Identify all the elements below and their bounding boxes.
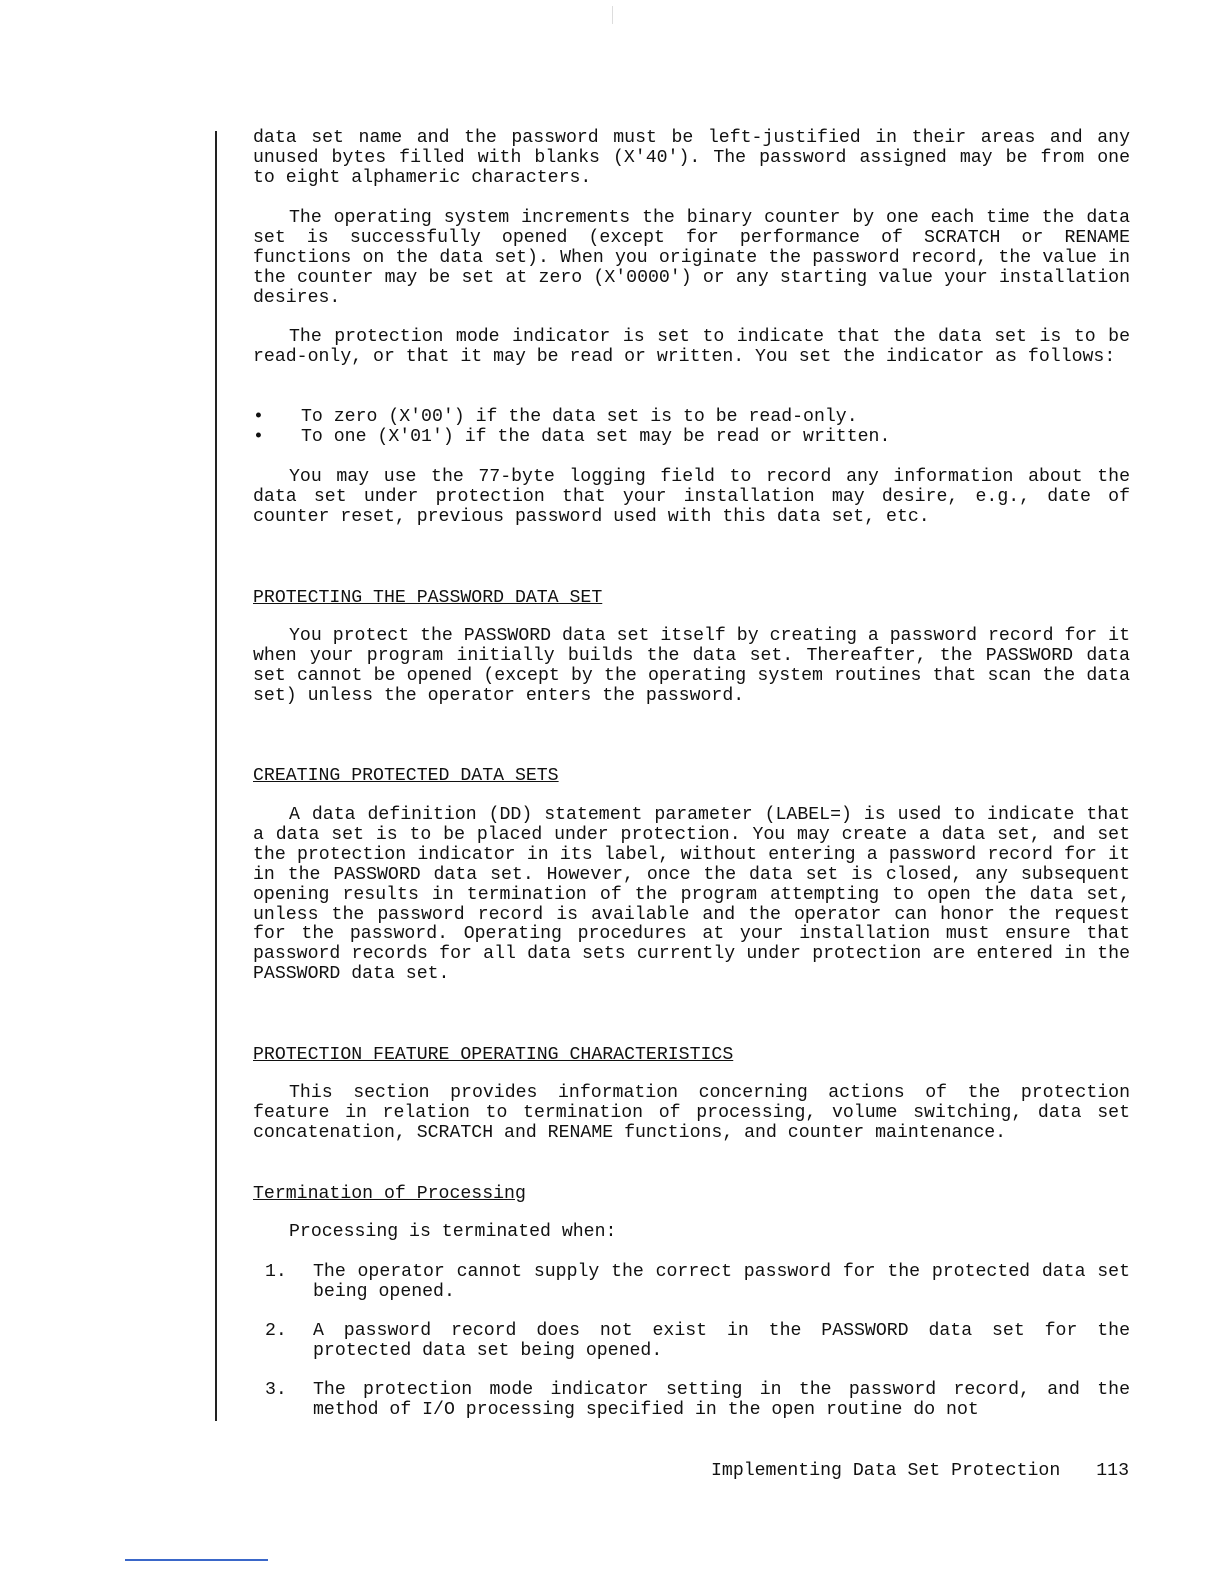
section-heading-4	[253, 1184, 1130, 1204]
paragraph-terminated-when: Processing is terminated when:	[289, 1222, 617, 1242]
paragraph-protection-mode: The protection mode indicator is set to indicate that the data set is to be read-only, or that it may be read or written. You set the indicator as follows:	[253, 327, 1141, 367]
revision-bar	[215, 131, 217, 1421]
text-block-2	[253, 208, 1141, 309]
text-block-8	[253, 1223, 1130, 1243]
numbered-item-2	[253, 1322, 1130, 1362]
bullet-item: • To one (X'01') if the data set may be read or written.	[253, 426, 891, 447]
list-item: 2. A password record does not exist in the PASSWORD data set for the protected data set being opened.	[265, 1321, 1130, 1361]
bullet-dot-icon: •	[253, 426, 264, 447]
text-block-1	[253, 128, 1141, 189]
section-heading-1	[253, 588, 1130, 608]
paragraph-logging-field: You may use the 77-byte logging field to record any information about the data set under protection that your installation may desire, e.g., date of counter reset, previous password used with this data set, etc.	[253, 467, 1141, 527]
paragraph-dd-statement: A data definition (DD) statement parameter (LABEL=) is used to indicate that a data set is to be placed under protection. You may create a data set, and set the protection indicator in its label, without entering a password record for it in the PASSWORD data set. However, once the data set is closed, any subsequent opening results in termination of the program attempting to open the data set, unless the password record is available and the operator can honor the request for the password. Operating procedures at your installation must ensure that password records for all data sets currently under protection are entered in the PASSWORD data set.	[253, 805, 1141, 985]
footer-title: Implementing Data Set Protection	[710, 1461, 1061, 1481]
paragraph-password-format: data set name and the password must be left-justified in their areas and any unused bytes filled with blanks (X'40'). The password assigned may be from one to eight alphameric characters.	[253, 128, 1141, 188]
text-block-7	[253, 1083, 1141, 1144]
bullet-dot-icon: •	[253, 407, 264, 427]
text-block-6	[253, 805, 1141, 985]
bullet-list	[253, 408, 1130, 448]
numbered-item-3	[253, 1381, 1130, 1421]
numbered-item-1	[253, 1263, 1130, 1303]
scan-mark	[612, 6, 613, 24]
bottom-rule	[125, 1559, 268, 1561]
text-block-5	[253, 626, 1141, 707]
heading-creating-protected: CREATING PROTECTED DATA SETS	[253, 766, 559, 786]
text-block-4	[253, 467, 1141, 528]
heading-operating-characteristics: PROTECTION FEATURE OPERATING CHARACTERISTICS	[253, 1045, 734, 1065]
section-heading-2	[253, 766, 1130, 786]
heading-protecting-password: PROTECTING THE PASSWORD DATA SET	[253, 588, 603, 608]
section-heading-3	[253, 1045, 1130, 1065]
paragraph-section-overview: This section provides information concerning actions of the protection feature in relation to termination of processing, volume switching, data set concatenation, SCRATCH and RENAME functions, and counter maintenance.	[253, 1083, 1141, 1143]
text-block-3	[253, 327, 1141, 368]
page-footer	[711, 1461, 1129, 1481]
page-number: 113	[1096, 1461, 1129, 1481]
paragraph-binary-counter: The operating system increments the binary counter by one each time the data set is successfully opened (except for performance of SCRATCH or RENAME functions on the data set). When you originate the password record, the value in the counter may be set at zero (X'0000') or any starting value your installation desires.	[253, 208, 1141, 308]
heading-termination: Termination of Processing	[253, 1184, 526, 1204]
list-item: 1. The operator cannot supply the correct password for the protected data set being opened.	[265, 1262, 1130, 1302]
paragraph-protect-password: You protect the PASSWORD data set itself by creating a password record for it when your program initially builds the data set. Thereafter, the PASSWORD data set cannot be opened (except by the operating system routines that scan the data set) unless the operator enters the password.	[253, 626, 1141, 706]
list-item: 3. The protection mode indicator setting in the password record, and the method of I/O processing specified in the open routine do not	[265, 1380, 1130, 1420]
bullet-item: • To zero (X'00') if the data set is to be read-only.	[253, 407, 858, 427]
